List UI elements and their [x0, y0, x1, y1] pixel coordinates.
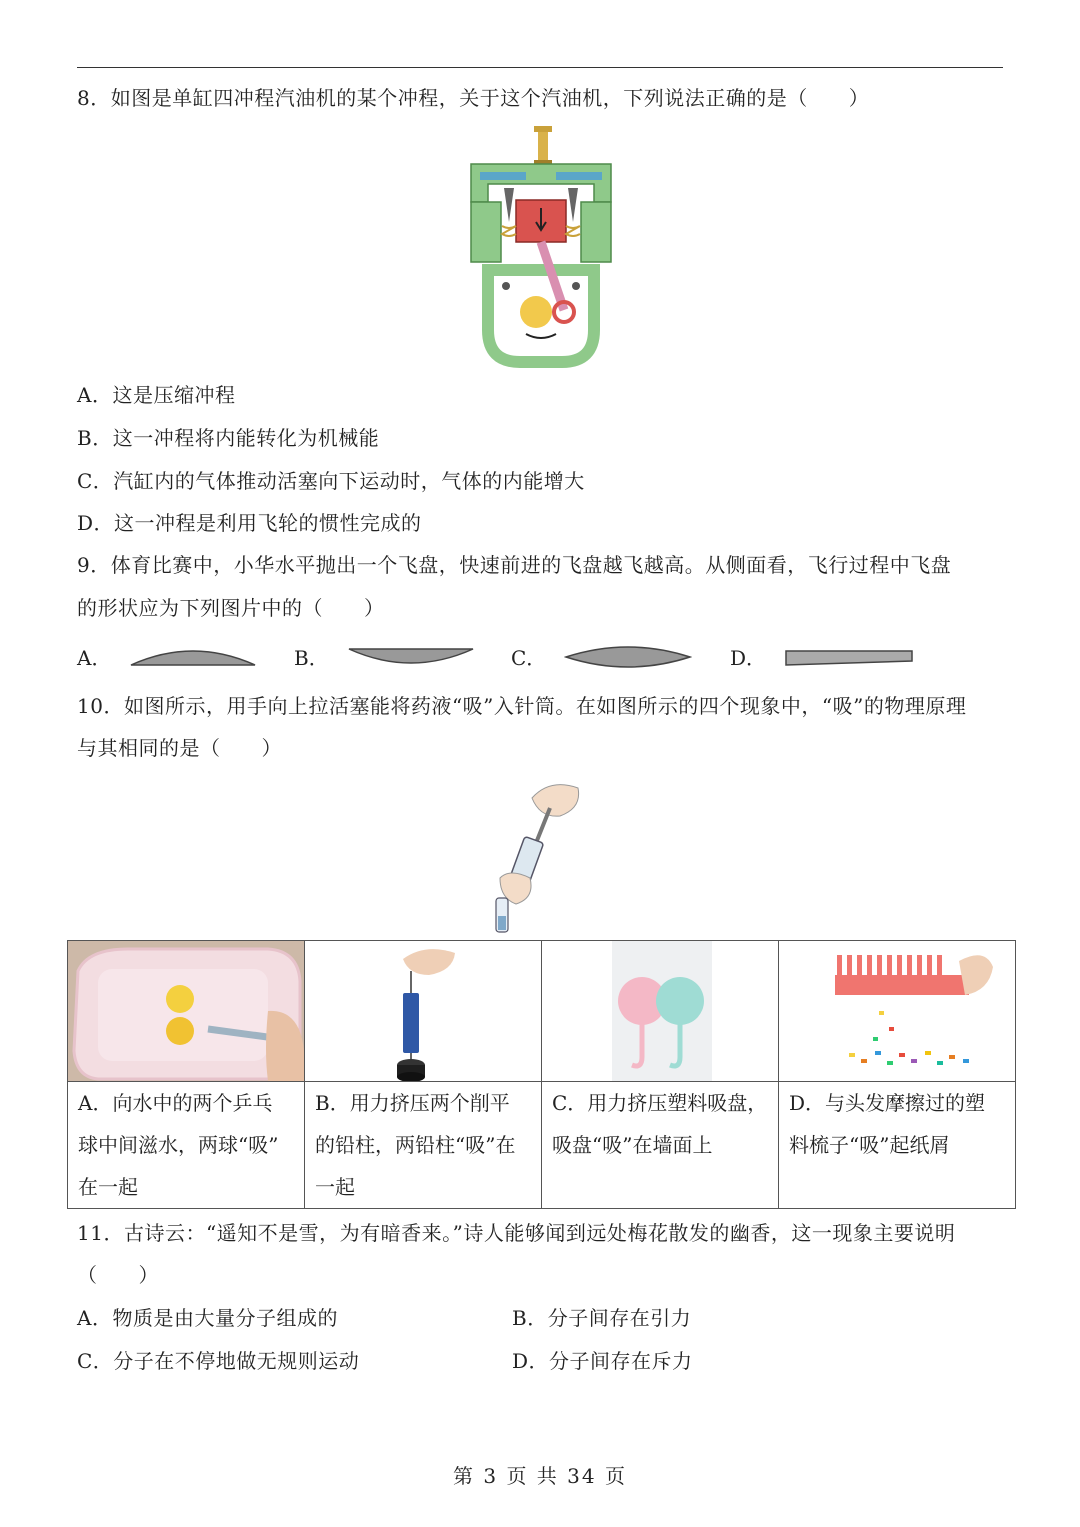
q10-card-d-image-cell — [779, 941, 1016, 1082]
pingpong-tray-photo — [68, 941, 304, 1081]
q10-stem-line2: 与其相同的是（ ） — [77, 736, 282, 760]
q9-option-c — [511, 642, 692, 671]
q11-option-a: A．物质是由大量分子组成的 — [77, 1306, 338, 1330]
comb-paper-photo — [779, 941, 1015, 1081]
q8-option-c: C．汽缸内的气体推动活塞向下运动时，气体的内能增大 — [77, 469, 585, 493]
suction-cup-photo — [542, 941, 778, 1081]
q10-card-b-image-cell — [305, 941, 542, 1082]
q11-stem-line2: （ ） — [77, 1263, 159, 1287]
q10-card-c-image-cell — [542, 941, 779, 1082]
q10-stem-line1: 10．如图所示，用手向上拉活塞能将药液“吸”入针筒。在如图所示的四个现象中，“吸”的物理原理 — [77, 694, 967, 718]
frisbee-shape-c — [564, 645, 692, 669]
lead-cylinders-photo — [305, 941, 541, 1081]
q9-stem-line2: 的形状应为下列图片中的（ ） — [77, 596, 385, 620]
q9-option-b — [294, 642, 475, 671]
q9-option-d — [730, 642, 914, 671]
page-footer: 第 3 页 共 34 页 — [453, 1464, 627, 1488]
q10-options-table — [67, 940, 1016, 1209]
q10-card-b-line1: B．用力挤压两个削平 — [315, 1091, 510, 1115]
q8-option-a: A．这是压缩冲程 — [77, 383, 236, 407]
engine-diagram — [466, 122, 616, 370]
frisbee-shape-a — [129, 645, 257, 669]
header-rule — [77, 67, 1003, 68]
q10-card-d-line2: 料梳子“吸”起纸屑 — [789, 1133, 950, 1157]
q10-card-c — [542, 1082, 779, 1209]
q8-stem: 8．如图是单缸四冲程汽油机的某个冲程，关于这个汽油机，下列说法正确的是（ ） — [77, 86, 870, 110]
frisbee-shape-b — [347, 645, 475, 669]
q10-card-b — [305, 1082, 542, 1209]
q11-option-d: D．分子间存在斥力 — [512, 1349, 693, 1373]
q11-stem-line1: 11．古诗云：“遥知不是雪，为有暗香来。”诗人能够闻到远处梅花散发的幽香，这一现象主要说明 — [77, 1221, 956, 1245]
q8-option-b: B．这一冲程将内能转化为机械能 — [77, 426, 380, 450]
q10-card-a — [68, 1082, 305, 1209]
q10-card-d-line1: D．与头发摩擦过的塑 — [789, 1091, 986, 1115]
q10-card-a-image-cell — [68, 941, 305, 1082]
q10-card-c-line1: C．用力挤压塑料吸盘， — [552, 1091, 768, 1115]
q10-card-b-line2: 的铅柱，两铅柱“吸”在 — [315, 1133, 516, 1157]
q9-option-b-label: B． — [294, 646, 329, 670]
q10-card-a-line1: A．向水中的两个乒乓 — [78, 1091, 273, 1115]
q9-option-a-label: A． — [77, 646, 112, 670]
q11-option-b: B．分子间存在引力 — [512, 1306, 692, 1330]
q10-card-a-line2: 球中间滋水，两球“吸” — [78, 1133, 279, 1157]
q10-card-c-line2: 吸盘“吸”在墙面上 — [552, 1133, 713, 1157]
q9-options — [77, 642, 937, 676]
frisbee-shape-d — [784, 645, 914, 669]
q9-option-a — [77, 642, 257, 671]
q9-stem-line1: 9．体育比赛中，小华水平抛出一个飞盘，快速前进的飞盘越飞越高。从侧面看，飞行过程中飞盘 — [77, 553, 952, 577]
q10-card-a-line3: 在一起 — [78, 1175, 138, 1199]
q9-option-c-label: C． — [511, 646, 547, 670]
q10-card-b-line3: 一起 — [315, 1175, 355, 1199]
q10-card-d — [779, 1082, 1016, 1209]
q11-option-c: C．分子在不停地做无规则运动 — [77, 1349, 360, 1373]
q9-option-d-label: D． — [730, 646, 767, 670]
syringe-illustration — [490, 778, 590, 936]
q8-option-d: D．这一冲程是利用飞轮的惯性完成的 — [77, 511, 422, 535]
